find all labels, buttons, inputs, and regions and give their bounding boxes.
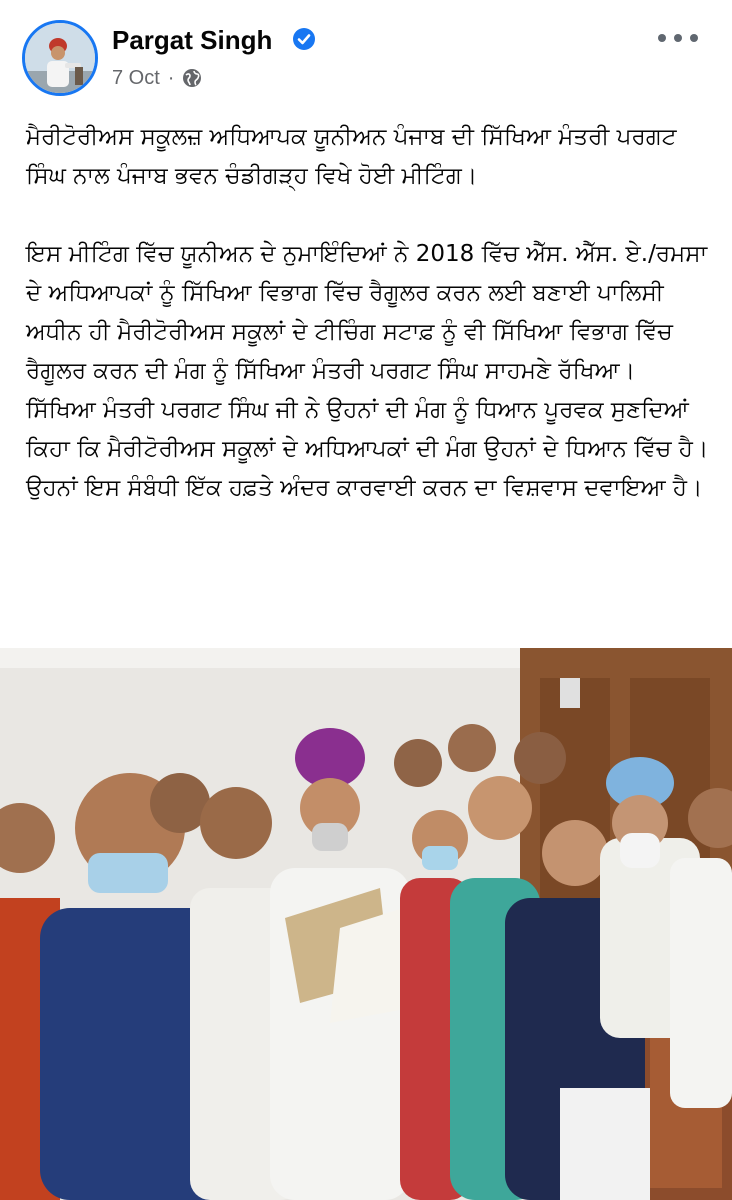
more-options-icon[interactable] bbox=[658, 24, 698, 52]
post-meta bbox=[112, 66, 202, 90]
post-paragraph: ਸਿੱਖਿਆ ਮੰਤਰੀ ਪਰਗਟ ਸਿੰਘ ਜੀ ਨੇ ਉਹਨਾਂ ਦੀ ਮੰਗ ਨੂੰ ਧਿਆਨ ਪੂਰਵਕ ਸੁਣਦਿਆਂ ਕਿਹਾ ਕਿ ਮੈਰੀਟੋਰੀਅਸ ਸਕੂਲਾਂ ਦੇ ਅਧਿਆਪਕਾਂ ਦੀ ਮੰਗ ਉਹਨਾਂ ਦੇ ਧਿਆਨ ਵਿੱਚ ਹੈ। ਉਹਨਾਂ ਇਸ ਸੰਬੰਧੀ ਇੱਕ ਹਫ਼ਤੇ ਅੰਦਰ ਕਾਰਵਾਈ ਕਰਨ ਦਾ ਵਿਸ਼ਵਾਸ ਦਵਾਇਆ ਹੈ। bbox=[26, 397, 716, 501]
post-paragraph: ਮੈਰੀਟੋਰੀਅਸ ਸਕੂਲਜ਼ ਅਧਿਆਪਕ ਯੂਨੀਅਨ ਪੰਜਾਬ ਦੀ ਸਿੱਖਿਆ ਮੰਤਰੀ ਪਰਗਟ ਸਿੰਘ ਨਾਲ ਪੰਜਾਬ ਭਵਨ ਚੰਡੀਗੜ੍ਹ ਵਿਖੇ ਹੋਈ ਮੀਟਿੰਗ। bbox=[26, 124, 684, 189]
more-dot bbox=[658, 34, 666, 42]
post-text bbox=[26, 118, 716, 508]
post-header bbox=[0, 0, 732, 105]
post-photo[interactable] bbox=[0, 648, 732, 1200]
post-paragraph: ਇਸ ਮੀਟਿੰਗ ਵਿੱਚ ਯੂਨੀਅਨ ਦੇ ਨੁਮਾਇੰਦਿਆਂ ਨੇ 2018 ਵਿੱਚ ਐੱਸ. ਐੱਸ. ਏ./ਰਮਸਾ ਦੇ ਅਧਿਆਪਕਾਂ ਨੂੰ ਸਿੱਖਿਆ ਵਿਭਾਗ ਵਿੱਚ ਰੈਗੂਲਰ ਕਰਨ ਲਈ ਬਣਾਈ ਪਾਲਿਸੀ ਅਧੀਨ ਹੀ ਮੈਰੀਟੋਰੀਅਸ ਸਕੂਲਾਂ ਦੇ ਟੀਚਿੰਗ ਸਟਾਫ਼ ਨੂੰ ਵੀ ਸਿੱਖਿਆ ਵਿਭਾਗ ਵਿੱਚ ਰੈਗੂਲਰ ਕਰਨ ਦੀ ਮੰਗ ਨੂੰ ਸਿੱਖਿਆ ਮੰਤਰੀ ਪਰਗਟ ਸਿੰਘ ਸਾਹਮਣੇ ਰੱਖਿਆ। bbox=[26, 241, 715, 384]
post-timestamp[interactable]: 7 Oct bbox=[112, 67, 160, 89]
globe-icon[interactable] bbox=[182, 68, 202, 88]
group-photo-image bbox=[0, 648, 732, 1200]
verified-badge-icon bbox=[292, 27, 316, 51]
avatar-photo bbox=[25, 23, 95, 93]
author-name[interactable]: Pargat Singh bbox=[112, 25, 273, 55]
meta-separator: · bbox=[167, 67, 175, 89]
profile-avatar[interactable] bbox=[22, 20, 98, 96]
more-dot bbox=[674, 34, 682, 42]
more-dot bbox=[690, 34, 698, 42]
